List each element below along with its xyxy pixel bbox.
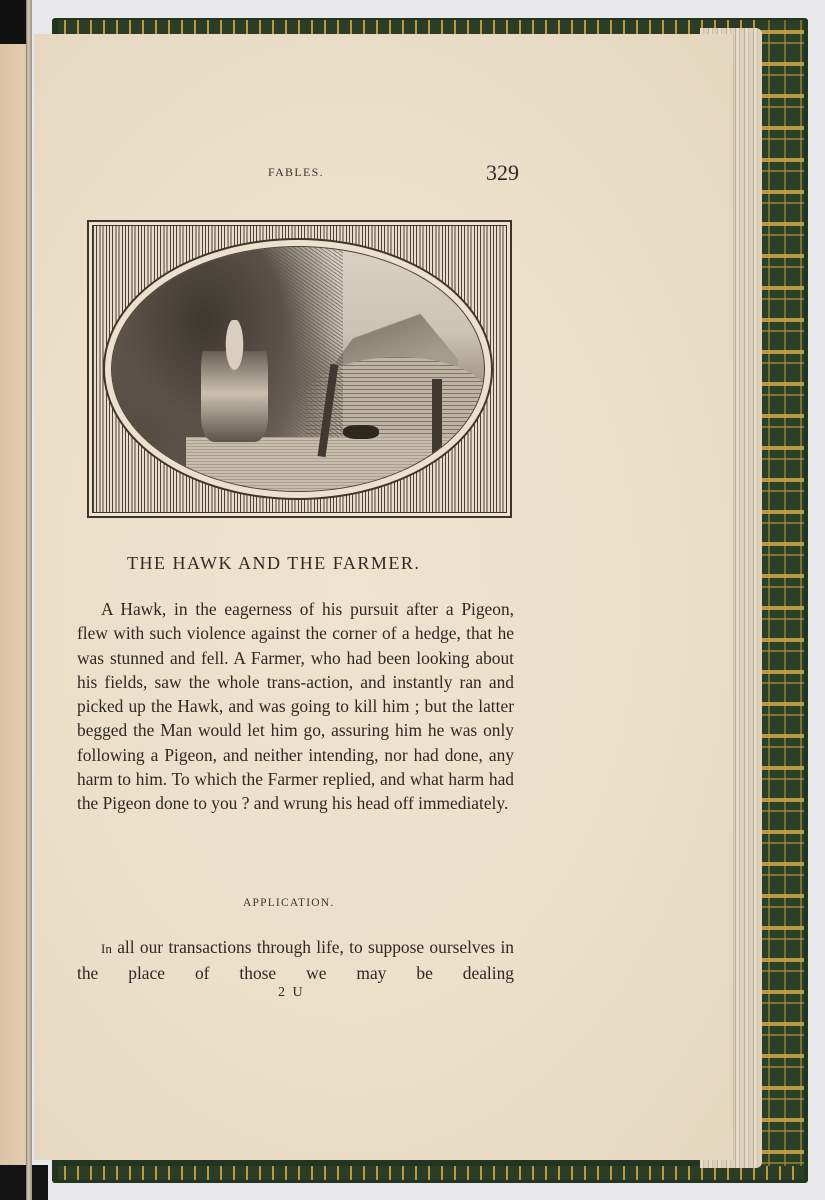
- dog: [343, 425, 379, 439]
- engraving-oval: [103, 238, 493, 500]
- fence-post: [432, 379, 442, 462]
- application-body: [77, 935, 514, 986]
- gilt-border-bottom: [58, 1166, 803, 1180]
- fable-title: THE HAWK AND THE FARMER.: [127, 553, 421, 573]
- drop-word: In: [101, 941, 112, 956]
- running-head: FABLES.: [268, 165, 324, 179]
- background-shadow-bottom: [0, 1165, 48, 1200]
- fable-body: [77, 597, 514, 816]
- fable-paragraph: A Hawk, in the eagerness of his pursuit after a Pigeon, flew with such violence against the corner of a hedge, that he was stunned and fell. A Farmer, who had been looking about his fields, saw the whole trans-action, and instantly ran and picked up the Hawk, and was going to kill him ; but the latter begged the Man would let him go, assuring him he was only following a Pigeon, and neither intending, nor had done, any harm to him. To which the Farmer replied, and what harm had the Pigeon done to you ? and wrung his head off immediately.: [77, 599, 514, 814]
- engraving-frame: [92, 225, 507, 513]
- farmer-figure: [201, 320, 268, 442]
- engraving-scene: [111, 246, 485, 492]
- application-paragraph: [77, 935, 514, 986]
- book-gutter: [26, 0, 32, 1200]
- engraving-illustration: [87, 220, 512, 518]
- application-text: all our transactions through life, to suppose ourselves in the place of those we may be dealing: [77, 937, 514, 983]
- gilt-border-top: [58, 20, 803, 34]
- background-shadow: [0, 0, 26, 44]
- gilt-border-right: [760, 20, 804, 1180]
- page-number: 329: [486, 160, 519, 185]
- application-heading: APPLICATION.: [243, 897, 335, 909]
- signature-mark: 2 U: [278, 985, 305, 1000]
